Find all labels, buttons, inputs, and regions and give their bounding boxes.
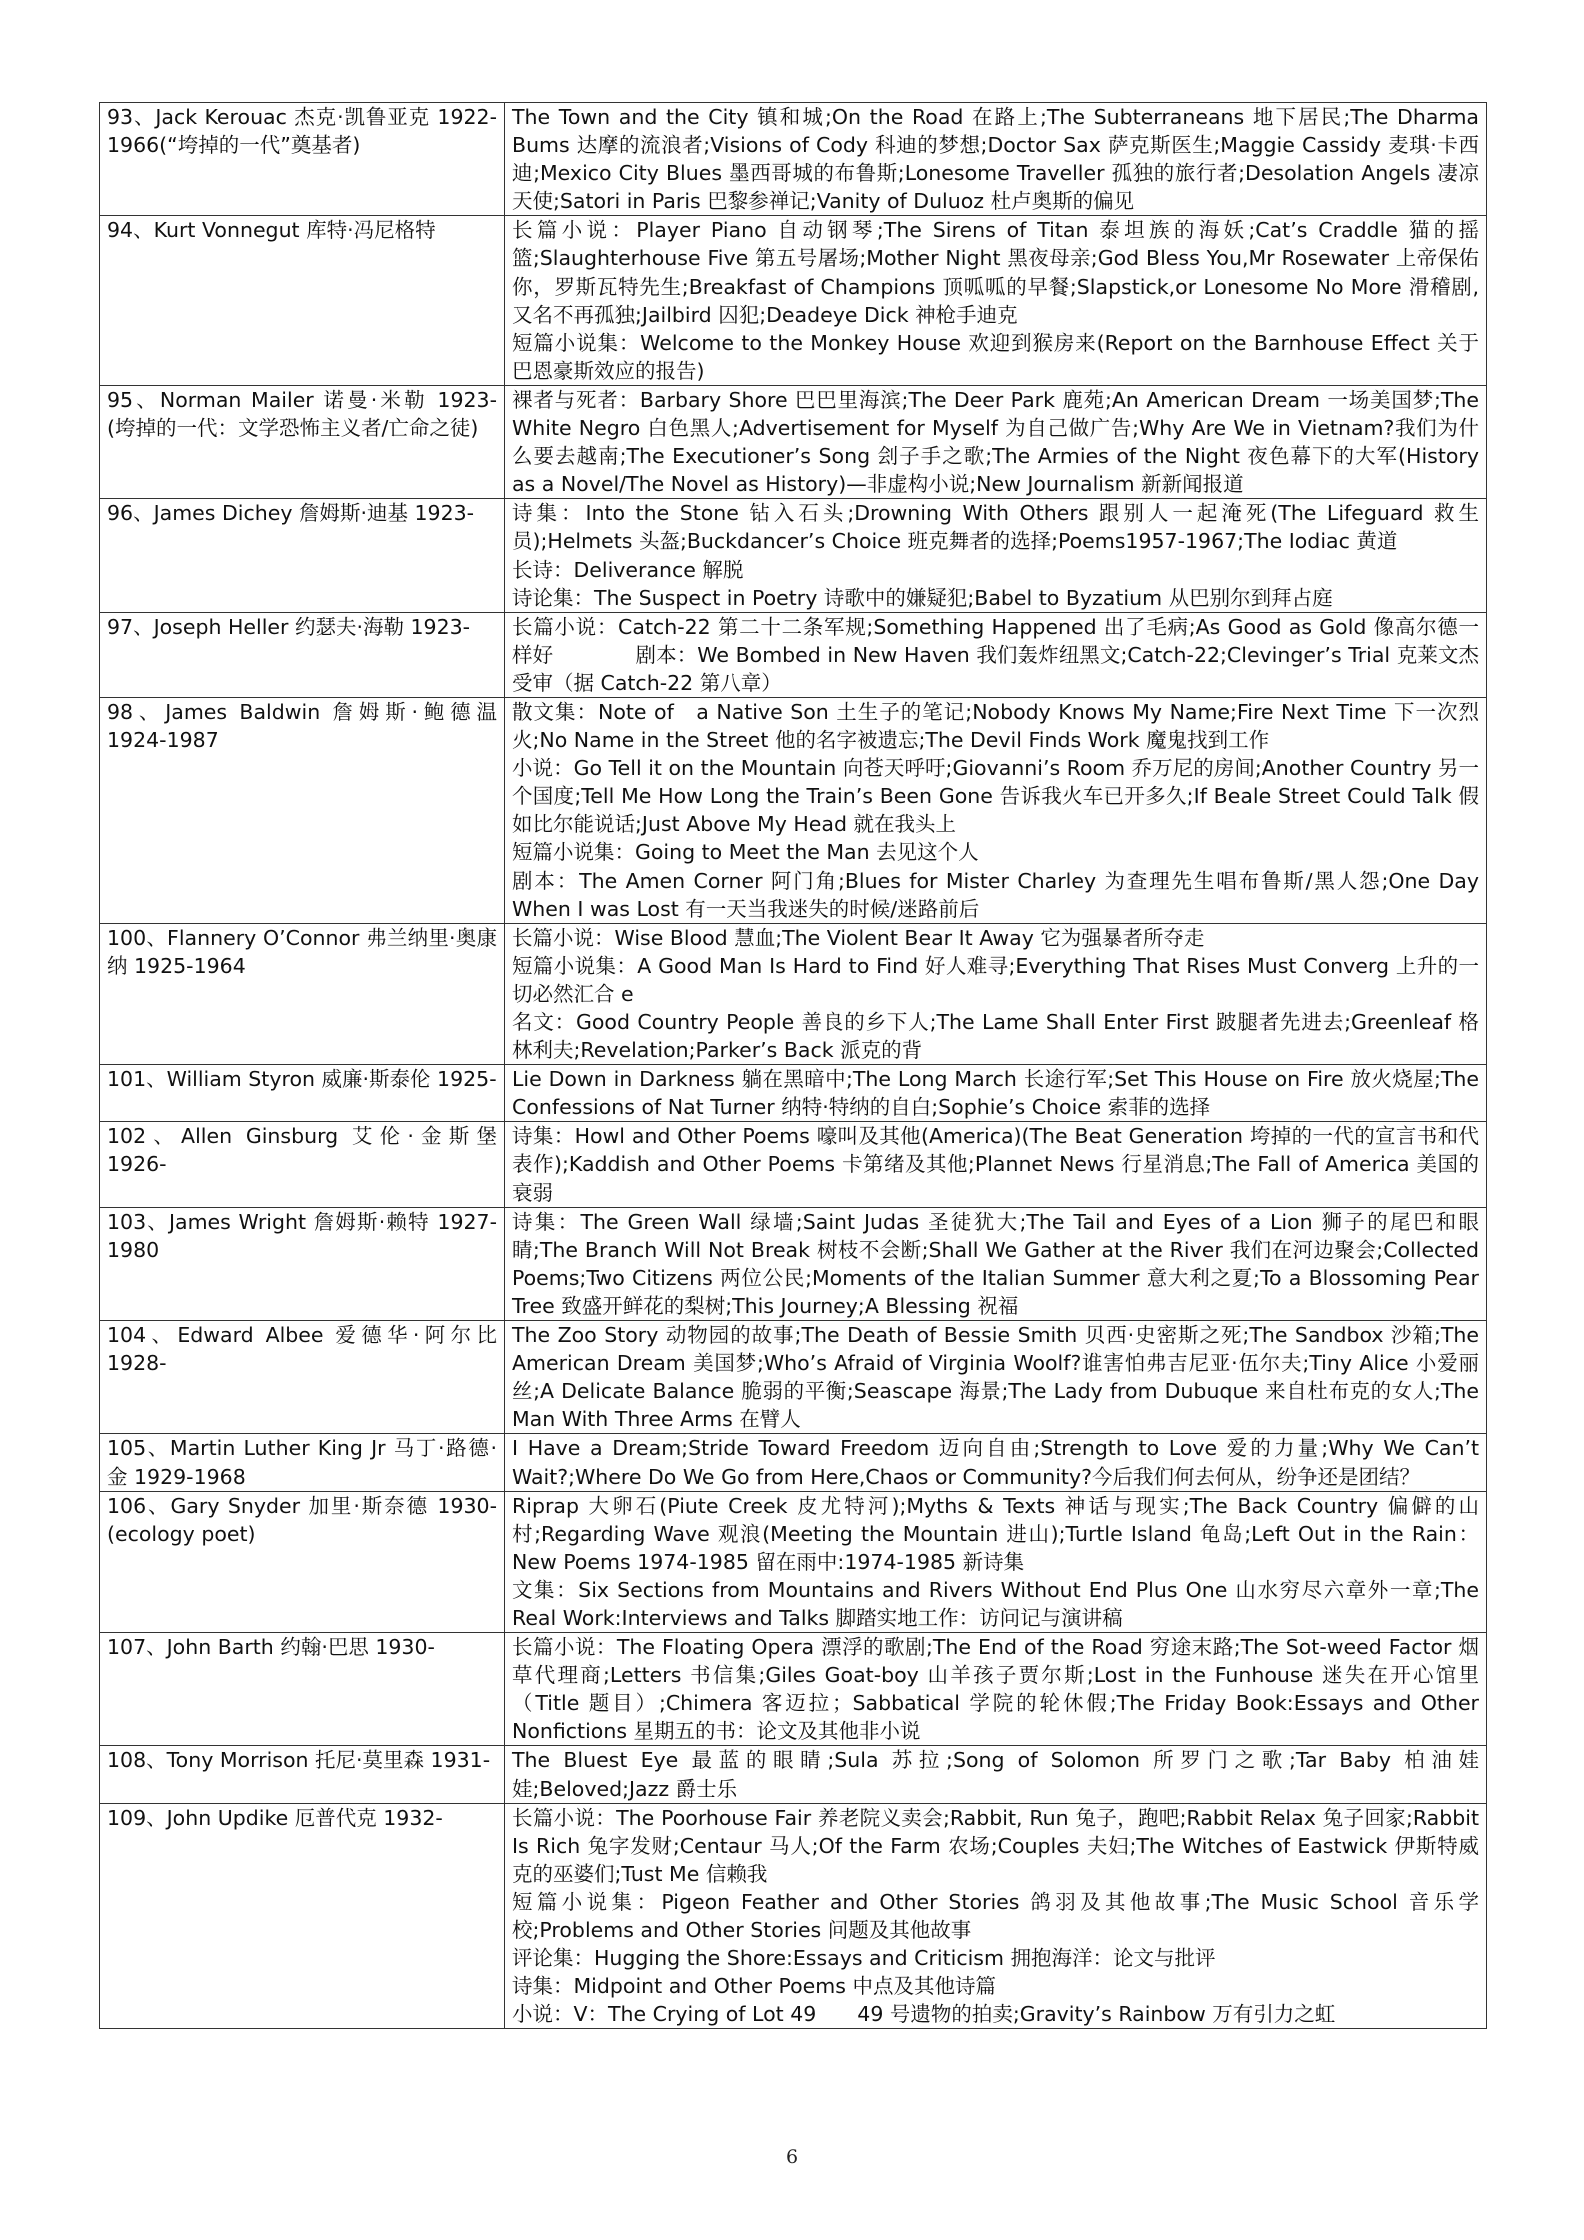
- works-cell: [505, 612, 1487, 697]
- works-cell: [505, 385, 1487, 498]
- author-works-table: [99, 102, 1487, 2029]
- works-paragraph: The Zoo Story 动物园的故事;The Death of Bessie Smith 贝西·史密斯之死;The Sandbox 沙箱;The American Dream 美国梦;Who’s Afraid of Virginia Woolf?谁害怕弗吉尼亚·伍尔夫;Tiny Alice 小爱丽丝;A Delicate Balance 脆弱的平衡;Seascape 海景;The Lady from Dubuque 来自杜布克的女人;The Man With Three Arms 在臂人: [512, 1323, 1479, 1432]
- page-number: 6: [785, 2146, 799, 2168]
- author-cell: 95、Norman Mailer 诺曼·米勒 1923- (垮掉的一代：文学恐怖主义者/亡命之徒): [100, 385, 505, 498]
- works-paragraph: 诗集：Midpoint and Other Poems 中点及其他诗篇: [512, 1974, 996, 1999]
- author-cell: 101、William Styron 威廉·斯泰伦 1925-: [100, 1065, 505, 1122]
- works-paragraph: 长篇小说：The Poorhouse Fair 养老院义卖会;Rabbit, Run 兔子，跑吧;Rabbit Relax 兔子回家;Rabbit Is Rich 兔字发财;Centaur 马人;Of the Farm 农场;Couples 夫妇;The Witches of Eastwick 伊斯特威克的巫婆们;Tust Me 信赖我: [512, 1805, 1479, 1886]
- works-cell: [505, 1321, 1487, 1434]
- works-paragraph: 短篇小说集：Welcome to the Monkey House 欢迎到猴房来(Report on the Barnhouse Effect 关于巴恩豪斯效应的报告): [512, 330, 1479, 383]
- works-paragraph: 文集：Six Sections from Mountains and Rivers Without End Plus One 山水穷尽六章外一章;The Real Work:Interviews and Talks 脚踏实地工作：访问记与演讲稿: [512, 1577, 1479, 1630]
- works-cell: [505, 499, 1487, 612]
- works-cell: [505, 1803, 1487, 2029]
- table-row: [100, 1065, 1487, 1122]
- table-row: [100, 1803, 1487, 2029]
- author-cell: 103、James Wright 詹姆斯·赖特 1927-1980: [100, 1207, 505, 1320]
- author-cell: 105、Martin Luther King Jr 马丁·路德·金 1929-1968: [100, 1434, 505, 1491]
- works-paragraph: 诗论集：The Suspect in Poetry 诗歌中的嫌疑犯;Babel to Byzatium 从巴别尔到拜占庭: [512, 585, 1333, 610]
- works-cell: [505, 1207, 1487, 1320]
- author-cell: 108、Tony Morrison 托尼·莫里森 1931-: [100, 1746, 505, 1803]
- works-paragraph: 长篇小说：The Floating Opera 漂浮的歌剧;The End of the Road 穷途末路;The Sot-weed Factor 烟草代理商;Letters 书信集;Giles Goat-boy 山羊孩子贾尔斯;Lost in the Funhouse 迷失在开心馆里（Title 题目）;Chimera 客迈拉；Sabbatical 学院的轮休假;The Friday Book:Essays and Other Nonfictions 星期五的书：论文及其他非小说: [512, 1635, 1479, 1744]
- works-cell: [505, 1746, 1487, 1803]
- works-paragraph: 剧本：The Amen Corner 阿门角;Blues for Mister Charley 为查理先生唱布鲁斯/黑人怨;One Day When I was Lost 有一天当我迷失的时候/迷路前后: [512, 868, 1479, 921]
- table-row: [100, 1633, 1487, 1746]
- works-cell: [505, 1633, 1487, 1746]
- table-row: [100, 1491, 1487, 1632]
- table-row: [100, 697, 1487, 923]
- works-paragraph: 长篇小说：Wise Blood 慧血;The Violent Bear It Away 它为强暴者所夺走: [512, 925, 1205, 950]
- table-row: [100, 499, 1487, 612]
- author-cell: 104、Edward Albee 爱德华·阿尔比 1928-: [100, 1321, 505, 1434]
- works-paragraph: Riprap 大卵石(Piute Creek 皮尤特河);Myths & Texts 神话与现实;The Back Country 偏僻的山村;Regarding Wave 观浪(Meeting the Mountain 进山);Turtle Island 龟岛;Left Out in the Rain：New Poems 1974-1985 留在雨中:1974-1985 新诗集: [512, 1493, 1479, 1574]
- author-cell: 106、Gary Snyder 加里·斯奈德 1930- (ecology poet): [100, 1491, 505, 1632]
- works-cell: [505, 923, 1487, 1064]
- works-paragraph: 名文：Good Country People 善良的乡下人;The Lame Shall Enter First 跛腿者先进去;Greenleaf 格林利夫;Revelation;Parker’s Back 派克的背: [512, 1010, 1479, 1063]
- author-cell: 100、Flannery O’Connor 弗兰纳里·奥康纳 1925-1964: [100, 923, 505, 1064]
- works-paragraph: 小说：V：The Crying of Lot 49 49 号遗物的拍卖;Gravity’s Rainbow 万有引力之虹: [512, 2002, 1336, 2027]
- works-cell: [505, 1491, 1487, 1632]
- works-paragraph: 诗集：The Green Wall 绿墙;Saint Judas 圣徒犹大;The Tail and Eyes of a Lion 狮子的尾巴和眼睛;The Branch Will Not Break 树枝不会断;Shall We Gather at the River 我们在河边聚会;Collected Poems;Two Citizens 两位公民;Moments of the Italian Summer 意大利之夏;To a Blossoming Pear Tree 致盛开鲜花的梨树;This Journey;A Blessing 祝福: [512, 1209, 1479, 1318]
- author-cell: 109、John Updike 厄普代克 1932-: [100, 1803, 505, 2029]
- table-row: [100, 1207, 1487, 1320]
- author-cell: 94、Kurt Vonnegut 库特·冯尼格特: [100, 216, 505, 386]
- works-paragraph: The Bluest Eye 最蓝的眼睛;Sula 苏拉;Song of Solomon 所罗门之歌;Tar Baby 柏油娃娃;Beloved;Jazz 爵士乐: [512, 1748, 1479, 1801]
- works-paragraph: 诗集：Into the Stone 钻入石头;Drowning With Others 跟别人一起淹死(The Lifeguard 救生员);Helmets 头盔;Buckdancer’s Choice 班克舞者的选择;Poems1957-1967;The Iodiac 黄道: [512, 501, 1479, 554]
- works-paragraph: 裸者与死者：Barbary Shore 巴巴里海滨;The Deer Park 鹿苑;An American Dream 一场美国梦;The White Negro 白色黑人;Advertisement for Myself 为自己做广告;Why Are We in Vietnam?我们为什么要去越南;The Executioner’s Song 刽子手之歌;The Armies of the Night 夜色幕下的大军(History as a Novel/The Novel as History)—非虚构小说;New Journalism 新新闻报道: [512, 387, 1479, 497]
- author-cell: 96、James Dichey 詹姆斯·迪基 1923-: [100, 499, 505, 612]
- works-cell: [505, 103, 1487, 216]
- author-cell: 93、Jack Kerouac 杰克·凯鲁亚克 1922-1966(“垮掉的一代”奠基者): [100, 103, 505, 216]
- works-paragraph: I Have a Dream;Stride Toward Freedom 迈向自由;Strength to Love 爱的力量;Why We Can’t Wait?;Where Do We Go from Here,Chaos or Community?今后我们何去何从，纷争还是团结？: [512, 1436, 1479, 1489]
- table-row: [100, 1434, 1487, 1491]
- table-row: [100, 385, 1487, 498]
- works-cell: [505, 697, 1487, 923]
- works-paragraph: 长诗：Deliverance 解脱: [512, 557, 744, 582]
- works-paragraph: 短篇小说集：A Good Man Is Hard to Find 好人难寻;Everything That Rises Must Converg 上升的一切必然汇合 e: [512, 953, 1479, 1006]
- works-paragraph: 长篇小说：Player Piano 自动钢琴;The Sirens of Titan 泰坦族的海妖;Cat’s Craddle 猫的摇篮;Slaughterhouse Five 第五号屠场;Mother Night 黑夜母亲;God Bless You,Mr Rosewater 上帝保佑你，罗斯瓦特先生;Breakfast of Champions 顶呱呱的早餐;Slapstick,or Lonesome No More 滑稽剧,又名不再孤独;Jailbird 囚犯;Deadeye Dick 神枪手迪克: [512, 218, 1479, 327]
- table-row: [100, 1746, 1487, 1803]
- works-cell: [505, 216, 1487, 386]
- works-cell: [505, 1122, 1487, 1207]
- works-paragraph: 散文集：Note of a Native Son 土生子的笔记;Nobody Knows My Name;Fire Next Time 下一次烈火;No Name in the Street 他的名字被遗忘;The Devil Finds Work 魔鬼找到工作: [512, 699, 1479, 753]
- table-row: [100, 103, 1487, 216]
- works-paragraph: 评论集：Hugging the Shore:Essays and Criticism 拥抱海洋：论文与批评: [512, 1946, 1216, 1971]
- table-row: [100, 1122, 1487, 1207]
- works-paragraph: 长篇小说：Catch-22 第二十二条军规;Something Happened 出了毛病;As Good as Gold 像高尔德一样好 剧本：We Bombed in New Haven 我们轰炸纽黑文;Catch-22;Clevinger’s Trial 克莱文杰受审（据 Catch-22 第八章）: [512, 614, 1479, 695]
- table-row: [100, 216, 1487, 386]
- author-cell: 97、Joseph Heller 约瑟夫·海勒 1923-: [100, 612, 505, 697]
- works-paragraph: 诗集：Howl and Other Poems 嚎叫及其他(America)(The Beat Generation 垮掉的一代的宣言书和代表作);Kaddish and Other Poems 卡第绪及其他;Plannet News 行星消息;The Fall of America 美国的衰弱: [512, 1124, 1479, 1205]
- works-cell: [505, 1065, 1487, 1122]
- works-cell: [505, 1434, 1487, 1491]
- works-paragraph: The Town and the City 镇和城;On the Road 在路上;The Subterraneans 地下居民;The Dharma Bums 达摩的流浪者;Visions of Cody 科迪的梦想;Doctor Sax 萨克斯医生;Maggie Cassidy 麦琪·卡西迪;Mexico City Blues 墨西哥城的布鲁斯;Lonesome Traveller 孤独的旅行者;Desolation Angels 凄凉天使;Satori in Paris 巴黎参禅记;Vanity of Duluoz 杜卢奥斯的偏见: [512, 105, 1479, 214]
- author-cell: 107、John Barth 约翰·巴思 1930-: [100, 1633, 505, 1746]
- works-paragraph: 短篇小说集：Pigeon Feather and Other Stories 鸽羽及其他故事;The Music School 音乐学校;Problems and Other Stories 问题及其他故事: [512, 1889, 1479, 1942]
- works-paragraph: 小说：Go Tell it on the Mountain 向苍天呼吁;Giovanni’s Room 乔万尼的房间;Another Country 另一个国度;Tell Me How Long the Train’s Been Gone 告诉我火车已开多久;If Beale Street Could Talk 假如比尔能说话;Just Above My Head 就在我头上: [512, 756, 1479, 837]
- table-row: [100, 1321, 1487, 1434]
- author-cell: 102、Allen Ginsburg 艾伦·金斯堡 1926-: [100, 1122, 505, 1207]
- table-row: [100, 612, 1487, 697]
- author-cell: 98、James Baldwin 詹姆斯·鲍德温 1924-1987: [100, 697, 505, 923]
- table-row: [100, 923, 1487, 1064]
- works-paragraph: 短篇小说集：Going to Meet the Man 去见这个人: [512, 840, 979, 865]
- works-paragraph: Lie Down in Darkness 躺在黑暗中;The Long March 长途行军;Set This House on Fire 放火烧屋;The Confessions of Nat Turner 纳特·特纳的自白;Sophie’s Choice 索菲的选择: [512, 1067, 1479, 1120]
